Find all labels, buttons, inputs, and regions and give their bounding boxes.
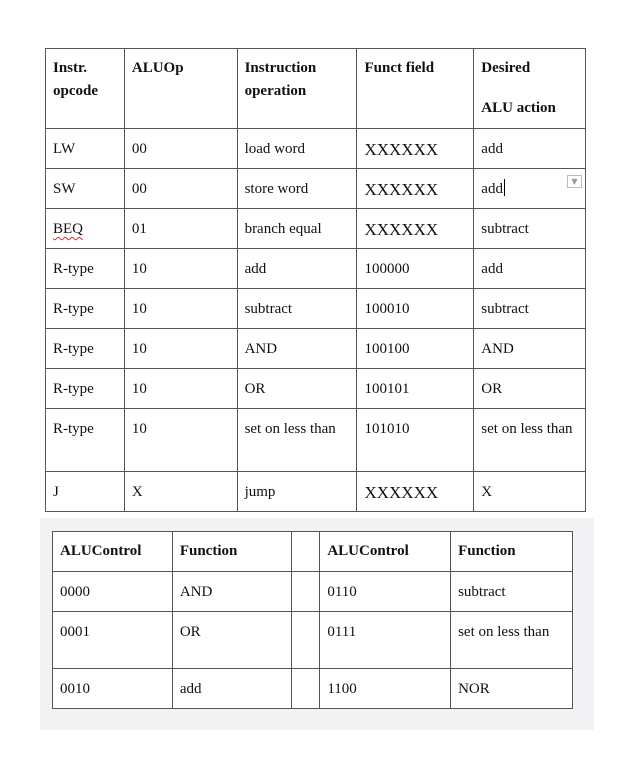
cell-alu-action[interactable]: OR	[474, 369, 586, 409]
cell-opcode[interactable]: R-type	[46, 329, 125, 369]
table-row	[46, 329, 586, 369]
cell-operation[interactable]: set on less than	[237, 409, 357, 472]
header-spacer	[292, 532, 320, 572]
cell-funct[interactable]: XXXXXX	[357, 169, 474, 209]
cell-funct[interactable]: XXXXXX	[357, 129, 474, 169]
active-cell-alu-action[interactable]	[474, 169, 586, 209]
cell-aluop[interactable]: 10	[124, 289, 237, 329]
cell-operation[interactable]: jump	[237, 472, 357, 512]
table-row	[46, 209, 586, 249]
cell-opcode[interactable]: R-type	[46, 249, 125, 289]
header-desired-alu-action: Desired ALU action	[474, 49, 586, 129]
cell-alu-action[interactable]: add	[474, 249, 586, 289]
header-alucontrol: ALUControl	[53, 532, 173, 572]
cell-operation[interactable]: store word	[237, 169, 357, 209]
cell-spacer[interactable]	[292, 669, 320, 709]
header-funct-field: Funct field	[357, 49, 474, 129]
cell-alu-action[interactable]: X	[474, 472, 586, 512]
header-function: Function	[172, 532, 292, 572]
cell-function[interactable]: OR	[172, 612, 292, 669]
cell-spacer[interactable]	[292, 612, 320, 669]
table-row	[46, 169, 586, 209]
table-header-row	[53, 532, 573, 572]
cell-opcode[interactable]: R-type	[46, 369, 125, 409]
cell-operation[interactable]: branch equal	[237, 209, 357, 249]
cell-aluop[interactable]: 10	[124, 409, 237, 472]
cell-alucontrol[interactable]: 1100	[320, 669, 451, 709]
table-row	[46, 289, 586, 329]
cell-aluop[interactable]: X	[124, 472, 237, 512]
cell-function[interactable]: add	[172, 669, 292, 709]
cell-function[interactable]: NOR	[451, 669, 573, 709]
cell-alucontrol[interactable]: 0111	[320, 612, 451, 669]
cell-alucontrol[interactable]: 0010	[53, 669, 173, 709]
table-row	[46, 249, 586, 289]
header-alucontrol: ALUControl	[320, 532, 451, 572]
header-instr-opcode: Instr. opcode	[46, 49, 125, 129]
table-row	[46, 472, 586, 512]
cell-aluop[interactable]: 10	[124, 369, 237, 409]
cell-aluop[interactable]: 00	[124, 169, 237, 209]
cell-alu-action[interactable]: AND	[474, 329, 586, 369]
table-row	[53, 612, 573, 669]
cell-operation[interactable]: subtract	[237, 289, 357, 329]
cell-funct[interactable]: 100000	[357, 249, 474, 289]
cell-opcode[interactable]: J	[46, 472, 125, 512]
cell-alu-action[interactable]: set on less than	[474, 409, 586, 472]
cell-funct[interactable]: XXXXXX	[357, 209, 474, 249]
cell-aluop[interactable]: 00	[124, 129, 237, 169]
cell-opcode[interactable]: R-type	[46, 289, 125, 329]
alu-control-table	[52, 531, 573, 709]
cell-opcode[interactable]: R-type	[46, 409, 125, 472]
header-instruction-operation: Instruction operation	[237, 49, 357, 129]
spellcheck-word: BEQ	[53, 221, 83, 237]
cell-operation[interactable]: load word	[237, 129, 357, 169]
text-cursor	[504, 179, 505, 196]
cell-function[interactable]: AND	[172, 572, 292, 612]
alu-decoding-table	[45, 48, 586, 512]
header-aluop: ALUOp	[124, 49, 237, 129]
cell-function[interactable]: subtract	[451, 572, 573, 612]
cell-spacer[interactable]	[292, 572, 320, 612]
cell-funct[interactable]: 100101	[357, 369, 474, 409]
cell-alu-action[interactable]: add	[474, 129, 586, 169]
table-row	[46, 129, 586, 169]
cell-alu-action[interactable]: subtract	[474, 289, 586, 329]
cell-funct[interactable]: XXXXXX	[357, 472, 474, 512]
cell-text: add	[481, 181, 503, 197]
cell-aluop[interactable]: 10	[124, 249, 237, 289]
cell-operation[interactable]: add	[237, 249, 357, 289]
table-row	[46, 409, 586, 472]
table-row	[53, 669, 573, 709]
table-row	[46, 369, 586, 409]
cell-alucontrol[interactable]: 0000	[53, 572, 173, 612]
cell-funct[interactable]: 100100	[357, 329, 474, 369]
table-header-row	[46, 49, 586, 129]
header-function: Function	[451, 532, 573, 572]
cell-operation[interactable]: AND	[237, 329, 357, 369]
chevron-down-icon[interactable]: ▼	[567, 175, 582, 188]
table-row	[53, 572, 573, 612]
cell-funct[interactable]: 101010	[357, 409, 474, 472]
cell-operation[interactable]: OR	[237, 369, 357, 409]
cell-alucontrol[interactable]: 0110	[320, 572, 451, 612]
cell-function[interactable]: set on less than	[451, 612, 573, 669]
cell-aluop[interactable]: 01	[124, 209, 237, 249]
cell-opcode[interactable]: LW	[46, 129, 125, 169]
cell-opcode[interactable]: SW	[46, 169, 125, 209]
cell-alu-action[interactable]: subtract	[474, 209, 586, 249]
cell-funct[interactable]: 100010	[357, 289, 474, 329]
cell-alucontrol[interactable]: 0001	[53, 612, 173, 669]
cell-opcode[interactable]	[46, 209, 125, 249]
cell-aluop[interactable]: 10	[124, 329, 237, 369]
